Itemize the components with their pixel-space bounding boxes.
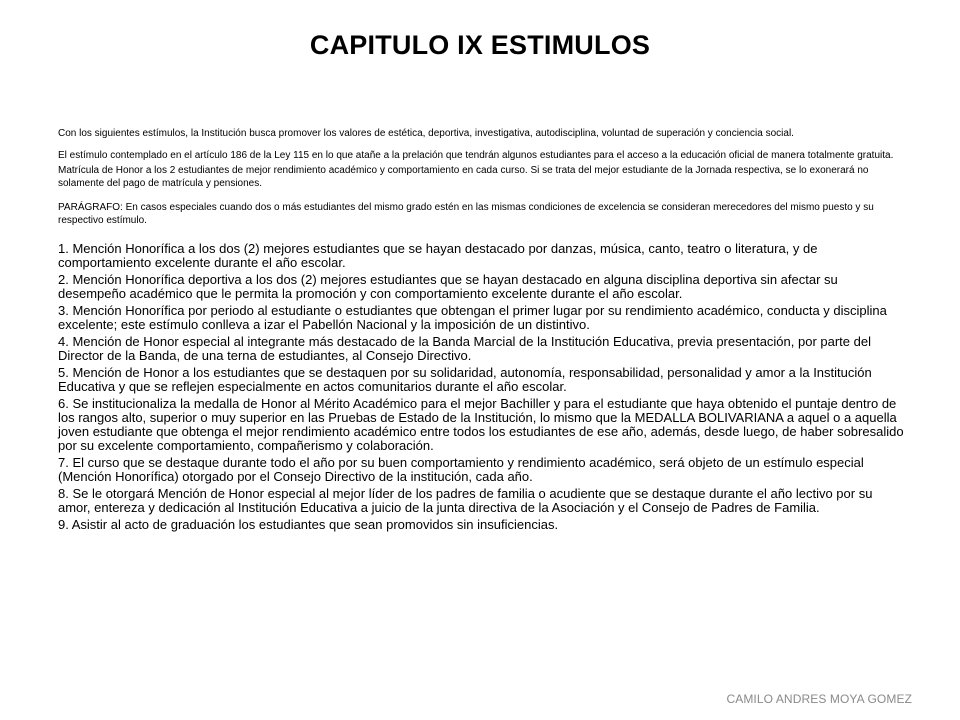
list-item: 9. Asistir al acto de graduación los estudiantes que sean promovidos sin insuficiencias. — [58, 517, 559, 532]
list-item: 3. Mención Honorífica por periodo al estudiante o estudiantes que obtengan el primer lugar por su rendimiento académico, conducta y disciplina excelente; este estímulo conlleva a izar el Pabellón Nacional y la imposición de un distintivo. — [58, 303, 887, 332]
slide-title: CAPITULO IX ESTIMULOS — [309, 30, 651, 60]
paragrafo-paragraph: PARÁGRAFO: En casos especiales cuando dos o más estudiantes del mismo grado estén en las mismas condiciones de excelencia se consideran merecedores del mismo puesto y su respectivo estímulo. — [58, 202, 874, 226]
author-footer: CAMILO ANDRES MOYA GOMEZ — [726, 692, 912, 706]
list-item: 8. Se le otorgará Mención de Honor especial al mejor líder de los padres de familia o acudiente que se destaque durante el año lectivo por su amor, entereza y dedicación al Institución Educativa a juicio de la junta directiva de la Asociación y el Consejo de Padres de Familia. — [58, 486, 873, 515]
intro-paragraph-1: Con los siguientes estímulos, la Institución busca promover los valores de estética, deportiva, investigativa, autodisciplina, voluntad de superación y conciencia social. — [58, 128, 794, 139]
list-item: 2. Mención Honorífica deportiva a los dos (2) mejores estudiantes que se hayan destacado en alguna disciplina deportiva sin afectar su desempeño académico que le permita la promoción y con comportamiento excelente durante el año escolar. — [58, 272, 838, 301]
list-item: 1. Mención Honorífica a los dos (2) mejores estudiantes que se hayan destacado por danzas, música, canto, teatro o literatura, y de comportamiento excelente durante el año escolar. — [58, 241, 818, 270]
list-item: 6. Se institucionaliza la medalla de Honor al Mérito Académico para el mejor Bachiller y para el estudiante que haya obtenido el puntaje dentro de los rangos alto, superior o muy superior en las Pruebas de Estado de la Institución, lo mismo que la MEDALLA BOLIVARIANA a aquel o a aquella joven estudiante que obtenga el mejor rendimiento académico entre todos los estudiantes de ese año, además, desde luego, de haber sobresalido por su excelente comportamiento, compañerismo y colaboración. — [58, 396, 904, 453]
list-item: 4. Mención de Honor especial al integrante más destacado de la Banda Marcial de la Institución Educativa, previa presentación, por parte del Director de la Banda, de una terna de estudiantes, al Consejo Directivo. — [58, 334, 871, 363]
list-item: 7. El curso que se destaque durante todo el año por su buen comportamiento y rendimiento académico, será objeto de un estímulo especial (Mención Honorífica) otorgado por el Consejo Directivo de la institución, cada año. — [58, 455, 864, 484]
slide-content — [58, 128, 908, 535]
intro-paragraph-3: Matrícula de Honor a los 2 estudiantes de mejor rendimiento académico y comportamiento en cada curso. Si se trata del mejor estudiante de la Jornada respectiva, se lo exonerará no solamente del pago de matrícula y pensiones. — [58, 165, 869, 189]
intro-paragraph-2: El estímulo contemplado en el artículo 186 de la Ley 115 en lo que atañe a la prelación que tendrán algunos estudiantes para el acceso a la educación oficial de manera totalmente gratuita. — [58, 149, 894, 161]
list-item: 5. Mención de Honor a los estudiantes que se destaquen por su solidaridad, autonomía, responsabilidad, personalidad y amor a la Institución Educativa y que se reflejen especialmente en actos comunitarios durante el año escolar. — [58, 365, 872, 394]
stimulus-list — [58, 242, 908, 532]
